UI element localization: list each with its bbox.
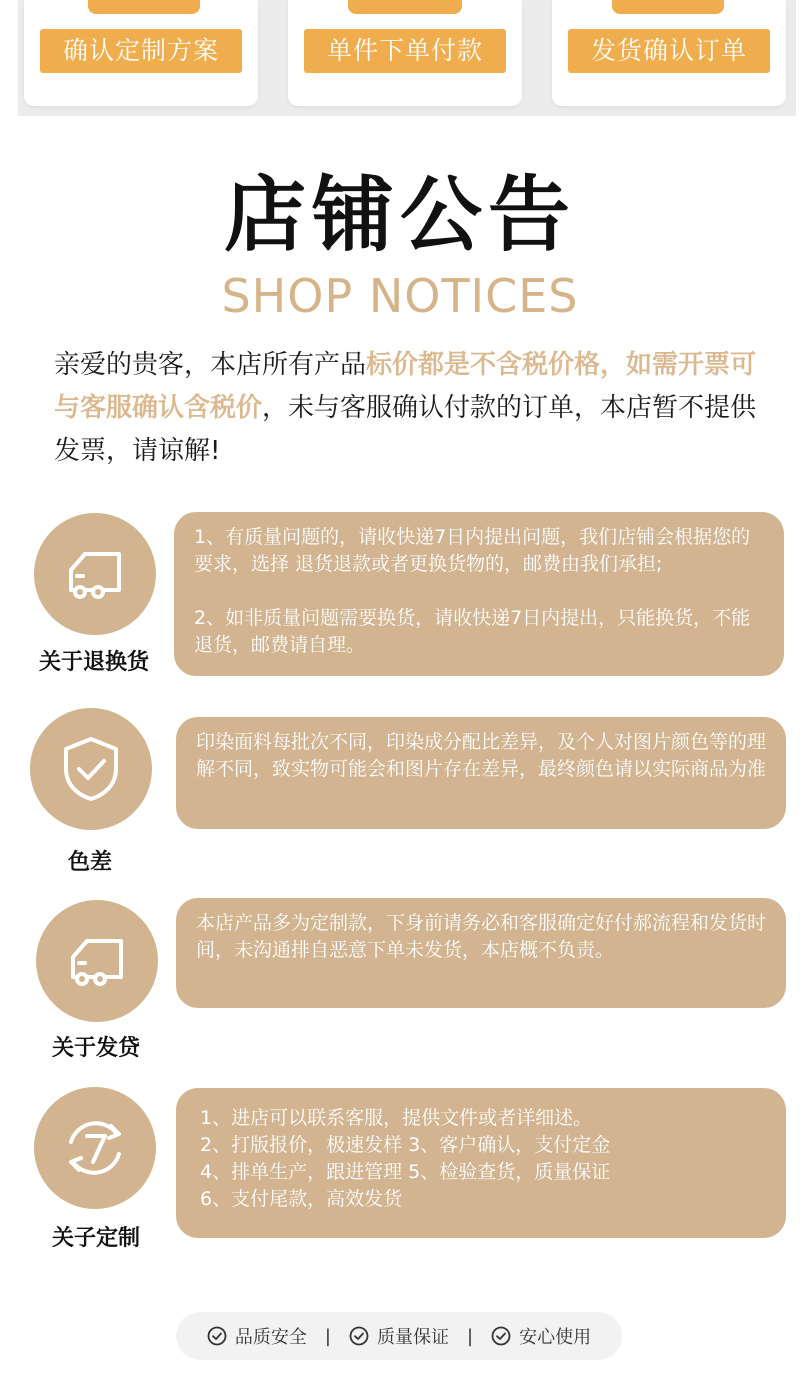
badge-separator: |	[324, 1325, 331, 1347]
returns-notice-bubble	[174, 512, 784, 676]
guarantee-badges	[176, 1312, 622, 1360]
truck-icon	[65, 931, 129, 991]
steps-strip	[18, 0, 796, 116]
step-card-3	[552, 0, 786, 106]
step-icon-tab	[348, 0, 462, 14]
page-subtitle: SHOP NOTICES	[221, 269, 579, 323]
notice-paragraph: 印染面料每批次不同，印染成分配比差异，及个人对图片颜色等的理解不同，致实物可能会和图片存在差异，最终颜色请以实际商品为准	[196, 731, 767, 780]
shipping-notice-bubble	[176, 898, 786, 1008]
section-label-returns: 关于退换货	[38, 650, 149, 675]
badge-label: 安心使用	[519, 1327, 592, 1348]
shield-check-icon	[60, 735, 122, 803]
page-title: 店铺公告	[223, 168, 576, 263]
badge-separator: |	[467, 1325, 474, 1347]
color-diff-icon-circle	[30, 708, 152, 830]
intro-highlight: 标价都是不含税价格，如需开票可与客服确认含税价	[54, 350, 757, 423]
step-card-1	[24, 0, 258, 106]
notice-paragraph: 2、如非质量问题需要换货，请收快递7日内提出，只能换货，不能退货，邮费请自理。	[194, 607, 751, 656]
step-icon-tab	[88, 0, 200, 14]
intro-text: ，未与客服确认付款的订单，本店暂不提供发票，请谅解!	[54, 393, 757, 466]
notice-paragraph: 1、进店可以联系客服，提供文件或者详细述。 2、打版报价，极速发样 3、客户确认，支付定金 4、排单生产，跟进管理 5、检验查货，质量保证 6、支付尾款，高效发货	[200, 1107, 611, 1210]
custom-notice-bubble	[176, 1088, 786, 1238]
intro-notice	[54, 344, 766, 473]
badge-label: 品质安全	[234, 1327, 307, 1348]
custom-icon-circle	[34, 1087, 156, 1209]
step-label: 单件下单付款	[304, 29, 506, 73]
section-label-shipping: 关于发贷	[51, 1036, 140, 1061]
intro-text: 亲爱的贵客，本店所有产品	[54, 350, 367, 380]
shipping-icon-circle	[36, 900, 158, 1022]
badge-quality-guarantee	[349, 1323, 449, 1349]
step-label: 确认定制方案	[40, 29, 242, 73]
step-icon-tab	[612, 0, 724, 14]
check-circle-icon	[207, 1326, 227, 1346]
returns-icon-circle	[34, 513, 156, 635]
truck-icon	[63, 544, 127, 604]
check-circle-icon	[491, 1326, 511, 1346]
section-label-custom: 关子定制	[51, 1226, 140, 1251]
badge-quality-safe	[207, 1323, 307, 1349]
notice-paragraph: 本店产品多为定制款，下身前请务必和客服确定好付郝流程和发货时间，未沟通排自恶意下单未发货，本店概不负责。	[196, 912, 767, 961]
check-circle-icon	[349, 1326, 369, 1346]
step-label: 发货确认订单	[568, 29, 770, 73]
section-label-color: 色差	[67, 850, 112, 875]
badge-label: 质量保证	[377, 1327, 449, 1348]
badge-safe-use	[491, 1323, 591, 1349]
color-notice-bubble	[176, 717, 786, 829]
notice-paragraph: 1、有质量问题的，请收快递7日内提出问题，我们店铺会根据您的要求，选择 退货退款或者更换货物的，邮费由我们承担;	[194, 526, 751, 575]
seven-day-return-icon	[59, 1112, 131, 1184]
step-card-2	[288, 0, 522, 106]
